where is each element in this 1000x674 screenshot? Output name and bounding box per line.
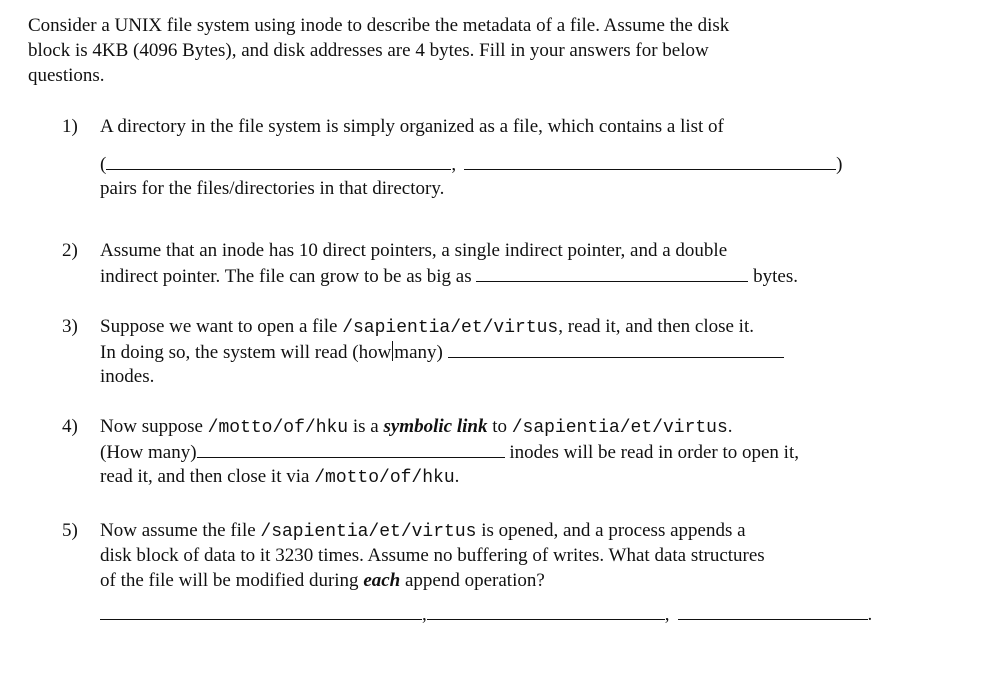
- question-5-text-pre: Now assume the file: [100, 520, 256, 541]
- question-4-line-2: [100, 439, 890, 464]
- file-path: /sapientia/et/virtus: [260, 522, 477, 542]
- question-3-text-post: , read it, and then close it.: [558, 316, 754, 337]
- question-2-line-2-text: indirect pointer. The file can grow to be as big as: [100, 266, 472, 287]
- question-3: [62, 314, 892, 394]
- answer-blank-5b[interactable]: [427, 601, 665, 620]
- question-2-line-1: Assume that an inode has 10 direct pointers, a single indirect pointer, and a double: [100, 240, 728, 261]
- open-paren: (: [100, 154, 107, 175]
- answer-blank-3[interactable]: [448, 339, 784, 358]
- each-emphasis: each: [363, 570, 401, 591]
- intro-paragraph: [28, 13, 858, 88]
- question-5-line-3-pre: of the file will be modified during: [100, 570, 359, 591]
- question-4-line-1-end: .: [727, 416, 733, 437]
- answer-blank-1b[interactable]: [464, 151, 836, 170]
- question-5-line-2: disk block of data to it 3230 times. Assume no buffering of writes. What data structures: [100, 545, 765, 566]
- answer-blank-5c[interactable]: [678, 601, 868, 620]
- question-5-line-3: [100, 568, 890, 593]
- intro-line-1: Consider a UNIX file system using inode to describe the metadata of a file. Assume the disk: [28, 15, 730, 36]
- question-1: [62, 114, 892, 214]
- separator-1: ,: [422, 604, 427, 625]
- question-5: [62, 518, 892, 628]
- question-number: 3): [62, 316, 78, 337]
- question-4-line-3: [100, 464, 890, 489]
- file-path: /sapientia/et/virtus: [342, 318, 559, 338]
- answer-blank-1a[interactable]: [106, 151, 451, 170]
- question-5-line-3-post: append operation?: [405, 570, 545, 591]
- end-period: .: [867, 604, 873, 625]
- answer-blank-2[interactable]: [476, 263, 748, 282]
- symlink-path: /motto/of/hku: [314, 468, 455, 488]
- question-3-line-1: [100, 314, 890, 339]
- question-2: [62, 238, 892, 293]
- separator-2: ,: [664, 604, 670, 625]
- question-4-line-2-post: inodes will be read in order to open it,: [509, 442, 799, 463]
- question-5-answer-line: [100, 601, 890, 626]
- intro-line-2: block is 4KB (4096 Bytes), and disk addresses are 4 bytes. Fill in your answers for below: [28, 40, 709, 61]
- answer-blank-4[interactable]: [197, 439, 505, 458]
- question-3-line-2-mid: many): [394, 342, 443, 363]
- question-3-line-2: [100, 339, 890, 364]
- question-4-line-2-pre: (How many): [100, 442, 197, 463]
- question-4-line-3-end: .: [454, 466, 460, 487]
- question-1-line-1: A directory in the file system is simply organized as a file, which contains a list of: [100, 116, 724, 137]
- intro-line-3: questions.: [28, 65, 105, 86]
- question-number: 4): [62, 416, 78, 437]
- question-3-line-3: inodes.: [100, 366, 155, 387]
- close-paren: ): [836, 154, 843, 175]
- question-number: 5): [62, 520, 78, 541]
- question-3-line-2-text: In doing so, the system will read (how: [100, 342, 392, 363]
- target-path: /sapientia/et/virtus: [511, 418, 728, 438]
- question-4-text-to: to: [492, 416, 507, 437]
- question-number: 1): [62, 116, 78, 137]
- bytes-unit: bytes.: [753, 266, 798, 287]
- question-4-line-1: [100, 414, 890, 439]
- question-5-line-1: [100, 518, 890, 543]
- question-2-line-2: [100, 263, 890, 288]
- symlink-path: /motto/of/hku: [207, 418, 349, 438]
- question-5-text-post: is opened, and a process appends a: [481, 520, 746, 541]
- question-number: 2): [62, 240, 78, 261]
- question-4-text-pre: Now suppose: [100, 416, 203, 437]
- question-1-answer-line: [100, 151, 890, 176]
- question-4-text-is: is a: [352, 416, 379, 437]
- symbolic-link-emphasis: symbolic link: [383, 416, 488, 437]
- question-4-line-3-pre: read it, and then close it via: [100, 466, 310, 487]
- comma-separator: ,: [451, 154, 457, 175]
- question-4: [62, 414, 892, 494]
- answer-blank-5a[interactable]: [100, 601, 422, 620]
- question-1-line-3: pairs for the files/directories in that directory.: [100, 178, 445, 199]
- question-3-text-pre: Suppose we want to open a file: [100, 316, 338, 337]
